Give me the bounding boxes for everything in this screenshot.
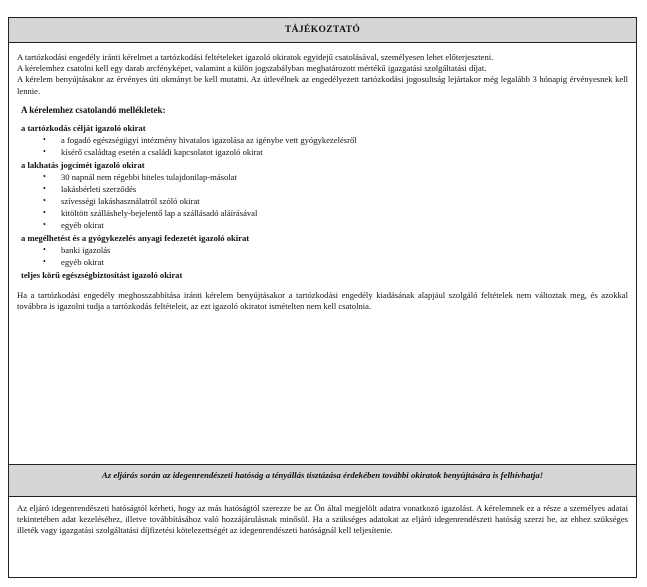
- attachment-group: [17, 232, 628, 268]
- bullet-icon: •: [43, 207, 46, 217]
- bullet-icon: •: [43, 146, 46, 156]
- page-title: TÁJÉKOZTATÓ: [9, 18, 636, 43]
- list-item: • kísérő családtag esetén a családi kapcsolatot igazoló okirat: [43, 146, 263, 157]
- footer-paragraph: Az eljáró idegenrendészeti hatóságtól kérheti, hogy az más hatóságtól szerezze be az Ön által megjelölt adatra vonatkozó igazolást. A kérelemnek ez a része a személyes adatai tekintetében adat kezeléséhez, illetve továbbításához való hozzájárulásnak minősül. Ha a szükséges adatokat az eljáró idegenrendészeti hatóság szerzi be, az ehhez szükséges illeték vagy igazgatási szolgáltatási díjfizetési kötelezettségét az idegenrendészeti hatóságnál kell teljesítenie.: [17, 503, 628, 536]
- info-box: [8, 17, 637, 578]
- list-item: • lakásbérleti szerződés: [43, 183, 137, 194]
- attachments-heading: A kérelemhez csatolandó mellékletek:: [21, 104, 166, 115]
- closing-paragraph: Ha a tartózkodási engedély meghosszabbítása iránti kérelem benyújtásakor a tartózkodási engedély kiadásának alapjául szolgáló feltételek nem változtak meg, és azokkal továbbra is igazolni tudja a tartózkodás feltételeit, az ezt igazoló okiratot ismételten nem kell csatolnia.: [17, 289, 628, 312]
- group-heading: teljes körű egészségbiztosítást igazoló okirat: [21, 269, 183, 280]
- list-item: • egyéb okirat: [43, 256, 104, 267]
- notice-banner: Az eljárás során az idegenrendészeti hatóság a tényállás tisztázása érdekében további okiratok benyújtására is felhívhatja!: [9, 464, 636, 497]
- main-content: [9, 43, 636, 312]
- bullet-icon: •: [43, 219, 46, 229]
- group-heading: a megélhetést és a gyógykezelés anyagi fedezetét igazoló okirat: [21, 232, 250, 243]
- bullet-icon: •: [43, 134, 46, 144]
- bullet-icon: •: [43, 195, 46, 205]
- bullet-icon: •: [43, 244, 46, 254]
- list-item: • 30 napnál nem régebbi hiteles tulajdonilap-másolat: [43, 171, 237, 182]
- list-item: • banki igazolás: [43, 244, 111, 255]
- intro-paragraph: A kérelemhez csatolni kell egy darab arcfényképet, valamint a külön jogszabályban meghatározott mértékű igazgatási szolgáltatási díjat.: [17, 63, 487, 74]
- attachment-group: [17, 122, 628, 158]
- attachment-group: [17, 269, 628, 281]
- group-heading: a tartózkodás célját igazoló okirat: [21, 122, 146, 133]
- intro-paragraph: A tartózkodási engedély iránti kérelmet a tartózkodási feltételeket igazoló okiratok egyidejű csatolásával, személyesen lehet előterjeszteni.: [17, 52, 494, 62]
- bullet-icon: •: [43, 171, 46, 181]
- bullet-icon: •: [43, 183, 46, 193]
- list-item: • a fogadó egészségügyi intézmény hivatalos igazolása az igénybe vett gyógykezelésről: [43, 134, 357, 145]
- intro-paragraph: A kérelem benyújtásakor az érvényes úti okmányt be kell mutatni. Az útlevélnek az engedélyezett tartózkodási jogosultság lejártakor még legalább 3 hónapig érvényesnek kell lennie.: [17, 74, 628, 96]
- list-item: • egyéb okirat: [43, 219, 104, 230]
- list-item: • kitöltött szálláshely-bejelentő lap a szállásadó aláírásával: [43, 207, 258, 218]
- bullet-icon: •: [43, 256, 46, 266]
- list-item: • szívességi lakáshasználatról szóló okirat: [43, 195, 200, 206]
- group-heading: a lakhatás jogcímét igazoló okirat: [21, 159, 145, 170]
- attachment-group: [17, 159, 628, 231]
